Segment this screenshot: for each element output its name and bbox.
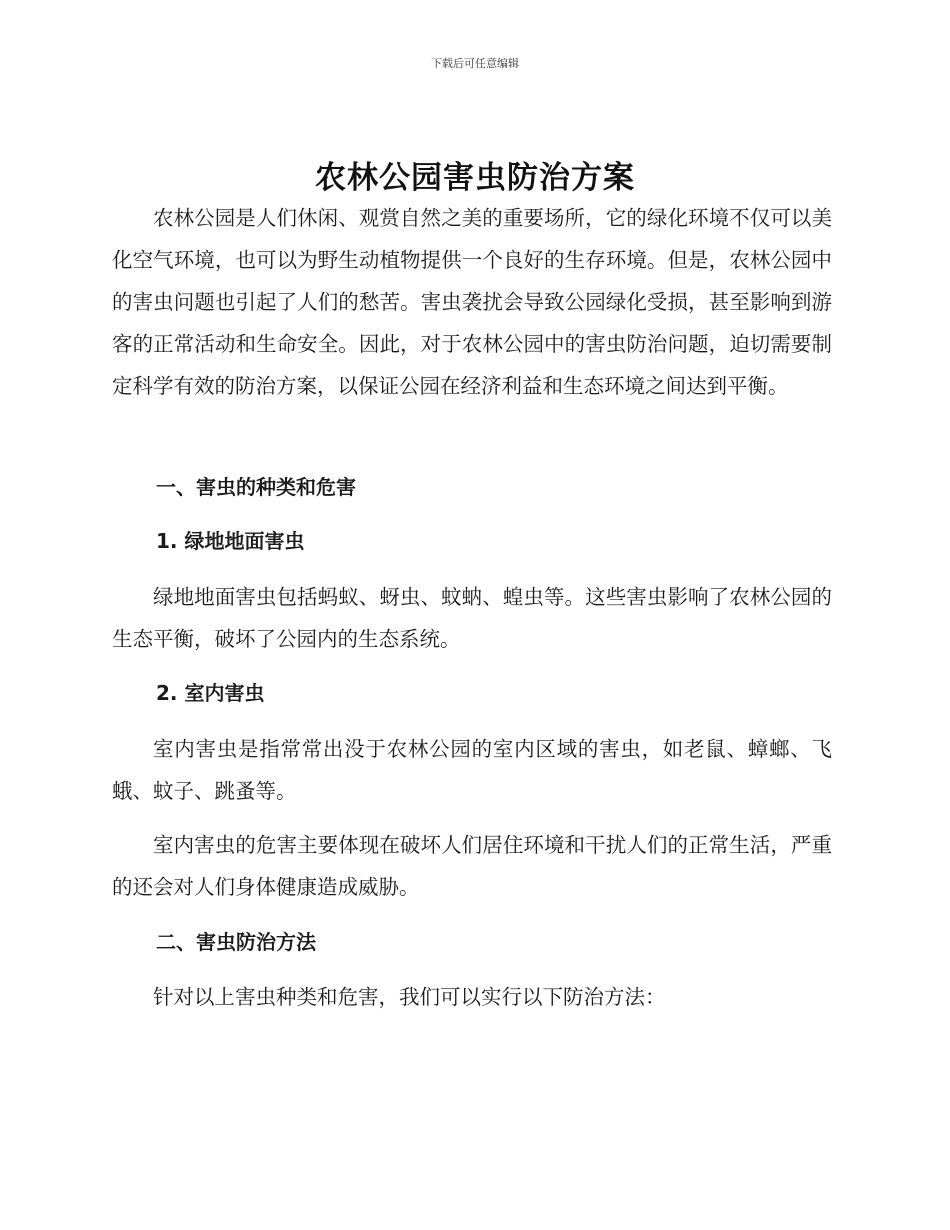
sub1-heading-block <box>112 520 832 562</box>
intro-paragraph: 农林公园是人们休闲、观赏自然之美的重要场所，它的绿化环境不仅可以美化空气环境，也可以为野生动植物提供一个良好的生存环境。但是，农林公园中的害虫问题也引起了人们的愁苦。害虫袭扰会导致公园绿化受损，甚至影响到游客的正常活动和生命安全。因此，对于农林公园中的害虫防治问题，迫切需要制定科学有效的防治方案，以保证公园在经济利益和生态环境之间达到平衡。 <box>112 206 832 398</box>
section1-heading-block <box>112 466 832 508</box>
sub1-text-block <box>112 576 832 660</box>
document-title: 农林公园害虫防治方案 <box>315 160 635 196</box>
sub1-paragraph: 绿地地面害虫包括蚂蚁、蚜虫、蚊蚋、蝗虫等。这些害虫影响了农林公园的生态平衡，破坏了公园内的生态系统。 <box>112 585 832 651</box>
sub1-heading: 1. 绿地地面害虫 <box>156 529 305 553</box>
sub2-paragraph-2: 室内害虫的危害主要体现在破坏人们居住环境和干扰人们的正常生活，严重的还会对人们身体健康造成威胁。 <box>112 833 832 899</box>
sub2-heading-block <box>112 672 832 714</box>
header-note: 下载后可任意编辑 <box>431 57 519 70</box>
section2-heading-block <box>112 921 832 963</box>
intro-block <box>112 197 832 407</box>
sub2-text2-block <box>112 824 832 908</box>
section2-paragraph: 针对以上害虫种类和危害，我们可以实行以下防治方法： <box>153 985 666 1009</box>
section2-heading: 二、害虫防治方法 <box>156 930 316 954</box>
section2-text-block <box>112 976 832 1018</box>
sub2-text1-block <box>112 728 832 812</box>
sub2-heading: 2. 室内害虫 <box>156 681 265 705</box>
section1-heading: 一、害虫的种类和危害 <box>156 475 356 499</box>
sub2-paragraph-1: 室内害虫是指常常出没于农林公园的室内区域的害虫，如老鼠、蟑螂、飞蛾、蚊子、跳蚤等。 <box>112 737 832 803</box>
